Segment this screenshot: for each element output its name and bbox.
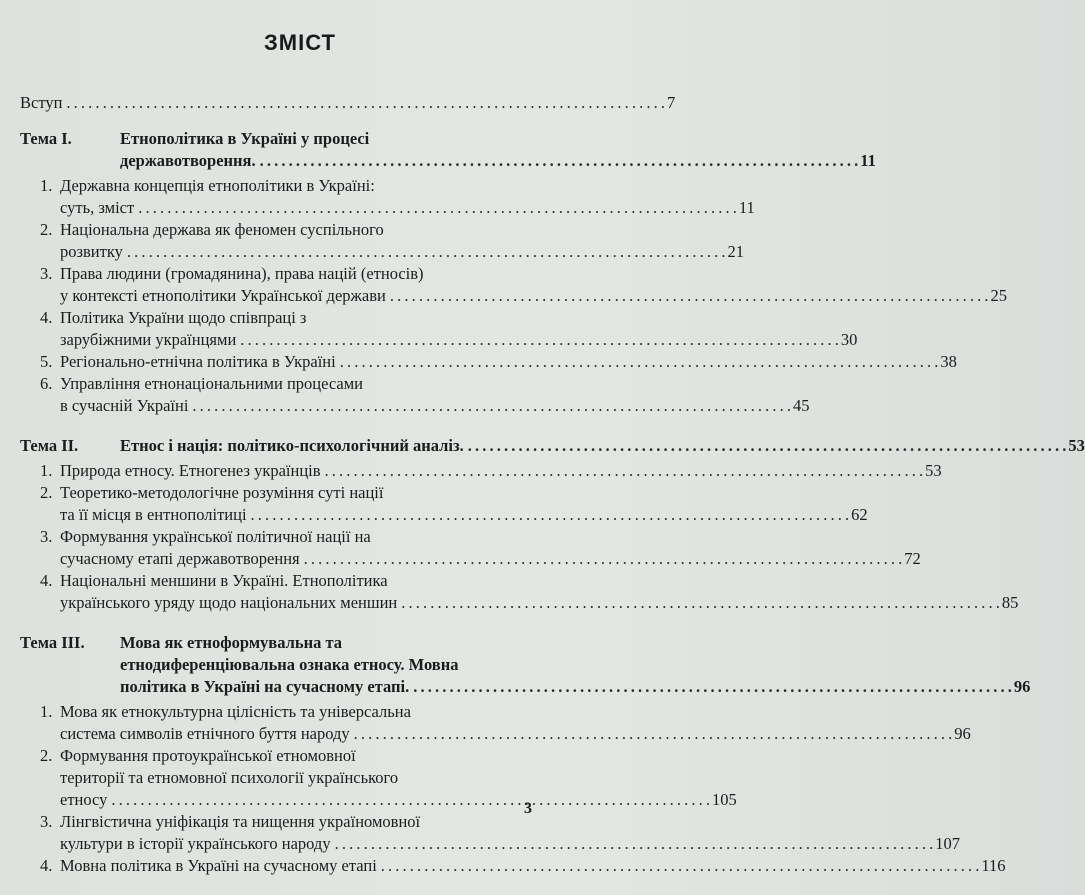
entry-line: політика в Україні на сучасному етапі.: [120, 677, 410, 696]
entry-line: етнодиференціювальна ознака етносу. Мовна: [120, 655, 459, 674]
entry-line: Управління етнонаціональними процесами: [60, 374, 363, 393]
subentry-number: 2.: [40, 483, 53, 502]
toc-subentry: [20, 745, 737, 811]
entry-line: Природа етносу. Етногенез українців: [60, 461, 321, 480]
subentry-number: 3.: [40, 264, 53, 283]
subentry-number: 4.: [40, 571, 53, 590]
leader-dots: [390, 285, 989, 307]
entry-page: 53: [1068, 436, 1085, 455]
entry-page: 45: [793, 396, 810, 415]
topic-label: Тема III.: [20, 633, 85, 652]
toc-subentry: [20, 175, 755, 219]
toc-topic: [20, 632, 1031, 698]
entry-line: Мова як етнокультурна цілісність та універсальна: [60, 702, 411, 721]
entry-line: українського уряду щодо національних меншин: [60, 593, 398, 612]
toc-subentry: [20, 482, 868, 526]
toc-subentry: [20, 570, 1019, 614]
toc-subentry: [20, 351, 957, 373]
entry-line: Регіонально-етнічна політика в Україні: [60, 352, 336, 371]
leader-dots: [325, 460, 924, 482]
entry-line: культури в історії українського народу: [60, 834, 331, 853]
entry-title: Вступ: [20, 93, 63, 112]
subentry-number: 4.: [40, 856, 53, 875]
entry-line: Державна концепція етнополітики в Україні:: [60, 176, 375, 195]
leader-dots: [401, 592, 1000, 614]
leader-dots: [138, 197, 737, 219]
entry-line: території та етномовної психології українського: [60, 768, 399, 787]
entry-page: 105: [712, 790, 737, 809]
subentry-number: 6.: [40, 374, 53, 393]
toc-topic: [20, 128, 876, 172]
entry-line: розвитку: [60, 242, 123, 261]
subentry-number: 2.: [40, 220, 53, 239]
entry-line: Права людини (громадянина), права націй (етносів): [60, 264, 424, 283]
leader-dots: [66, 92, 665, 114]
entry-line: Мова як етноформувальна та: [120, 633, 343, 652]
leader-dots: [304, 548, 903, 570]
entry-line: зарубіжними українцями: [60, 330, 237, 349]
entry-page: 116: [981, 856, 1006, 875]
leader-dots: [381, 855, 980, 877]
entry-line: Теоретико-методологічне розуміння суті нації: [60, 483, 384, 502]
subentry-number: 3.: [40, 527, 53, 546]
entry-line: етносу: [60, 790, 108, 809]
entry-line: Національні меншини в Україні. Етнополітика: [60, 571, 388, 590]
toc-section: [20, 128, 1007, 417]
toc-section: [20, 435, 1085, 614]
entry-line: суть, зміст: [60, 198, 135, 217]
subentry-number: 3.: [40, 812, 53, 831]
entry-line: у контексті етнополітики Української держави: [60, 286, 386, 305]
entry-page: 62: [851, 505, 868, 524]
leader-dots: [251, 504, 850, 526]
leader-dots: [468, 435, 1067, 457]
toc-subentry: [20, 307, 858, 351]
entry-line: Політика України щодо співпраці з: [60, 308, 307, 327]
toc-entry-intro: [20, 92, 676, 114]
entry-line: Формування протоукраїнської етномовної: [60, 746, 356, 765]
subentry-number: 1.: [40, 702, 53, 721]
subentry-number: 1.: [40, 461, 53, 480]
subentry-number: 2.: [40, 746, 53, 765]
topic-label: Тема II.: [20, 436, 79, 455]
toc-topic: [20, 435, 1085, 457]
toc-section: [20, 632, 1031, 877]
entry-page: 30: [840, 330, 858, 349]
entry-line: система символів етнічного буття народу: [60, 724, 350, 743]
toc-subentry: [20, 701, 971, 745]
entry-line: Формування української політичної нації на: [60, 527, 371, 546]
toc-subentry: [20, 373, 810, 417]
topic-label: Тема I.: [20, 129, 72, 148]
toc-subentry: [20, 811, 960, 855]
entry-page: 96: [954, 724, 971, 743]
entry-page: 107: [935, 834, 960, 853]
subentry-number: 1.: [40, 176, 53, 195]
entry-page: 25: [990, 286, 1007, 305]
leader-dots: [260, 150, 859, 172]
entry-line: Національна держава як феномен суспільного: [60, 220, 384, 239]
toc-subentry: [20, 526, 921, 570]
leader-dots: [192, 395, 791, 417]
entry-line: та її місця в ентнополітиці: [60, 505, 247, 524]
page-title: ЗМІСТ: [264, 30, 336, 55]
entry-line: державотворення.: [120, 151, 256, 170]
leader-dots: [340, 351, 939, 373]
entry-page: 53: [925, 461, 942, 480]
leader-dots: [413, 676, 1012, 698]
entry-page: 11: [860, 151, 876, 170]
toc-subentry: [20, 855, 1006, 877]
entry-page: 11: [738, 198, 755, 217]
toc-subentry: [20, 460, 942, 482]
leader-dots: [240, 329, 839, 351]
entry-page: 85: [1001, 593, 1019, 612]
entry-line: в сучасній Україні: [60, 396, 189, 415]
leader-dots: [111, 789, 710, 811]
entry-page: 21: [727, 242, 745, 261]
table-of-contents: [20, 92, 1085, 895]
toc-subentry: [20, 219, 745, 263]
leader-dots: [127, 241, 726, 263]
entry-line: Етнос і нація: політико-психологічний аналіз.: [120, 436, 464, 455]
entry-page: 96: [1013, 677, 1031, 696]
page-number: 3: [524, 800, 532, 817]
toc-subentry: [20, 263, 1007, 307]
leader-dots: [335, 833, 934, 855]
entry-page: 7: [667, 93, 676, 112]
subentry-number: 5.: [40, 352, 53, 371]
entry-page: 38: [940, 352, 957, 371]
subentry-number: 4.: [40, 308, 53, 327]
entry-line: Мовна політика в Україні на сучасному етапі: [60, 856, 377, 875]
entry-line: сучасному етапі державотворення: [60, 549, 300, 568]
entry-line: Лінгвістична уніфікація та нищення україномовної: [60, 812, 421, 831]
entry-line: Етнополітика в Україні у процесі: [120, 129, 370, 148]
entry-page: 72: [904, 549, 921, 568]
leader-dots: [354, 723, 953, 745]
